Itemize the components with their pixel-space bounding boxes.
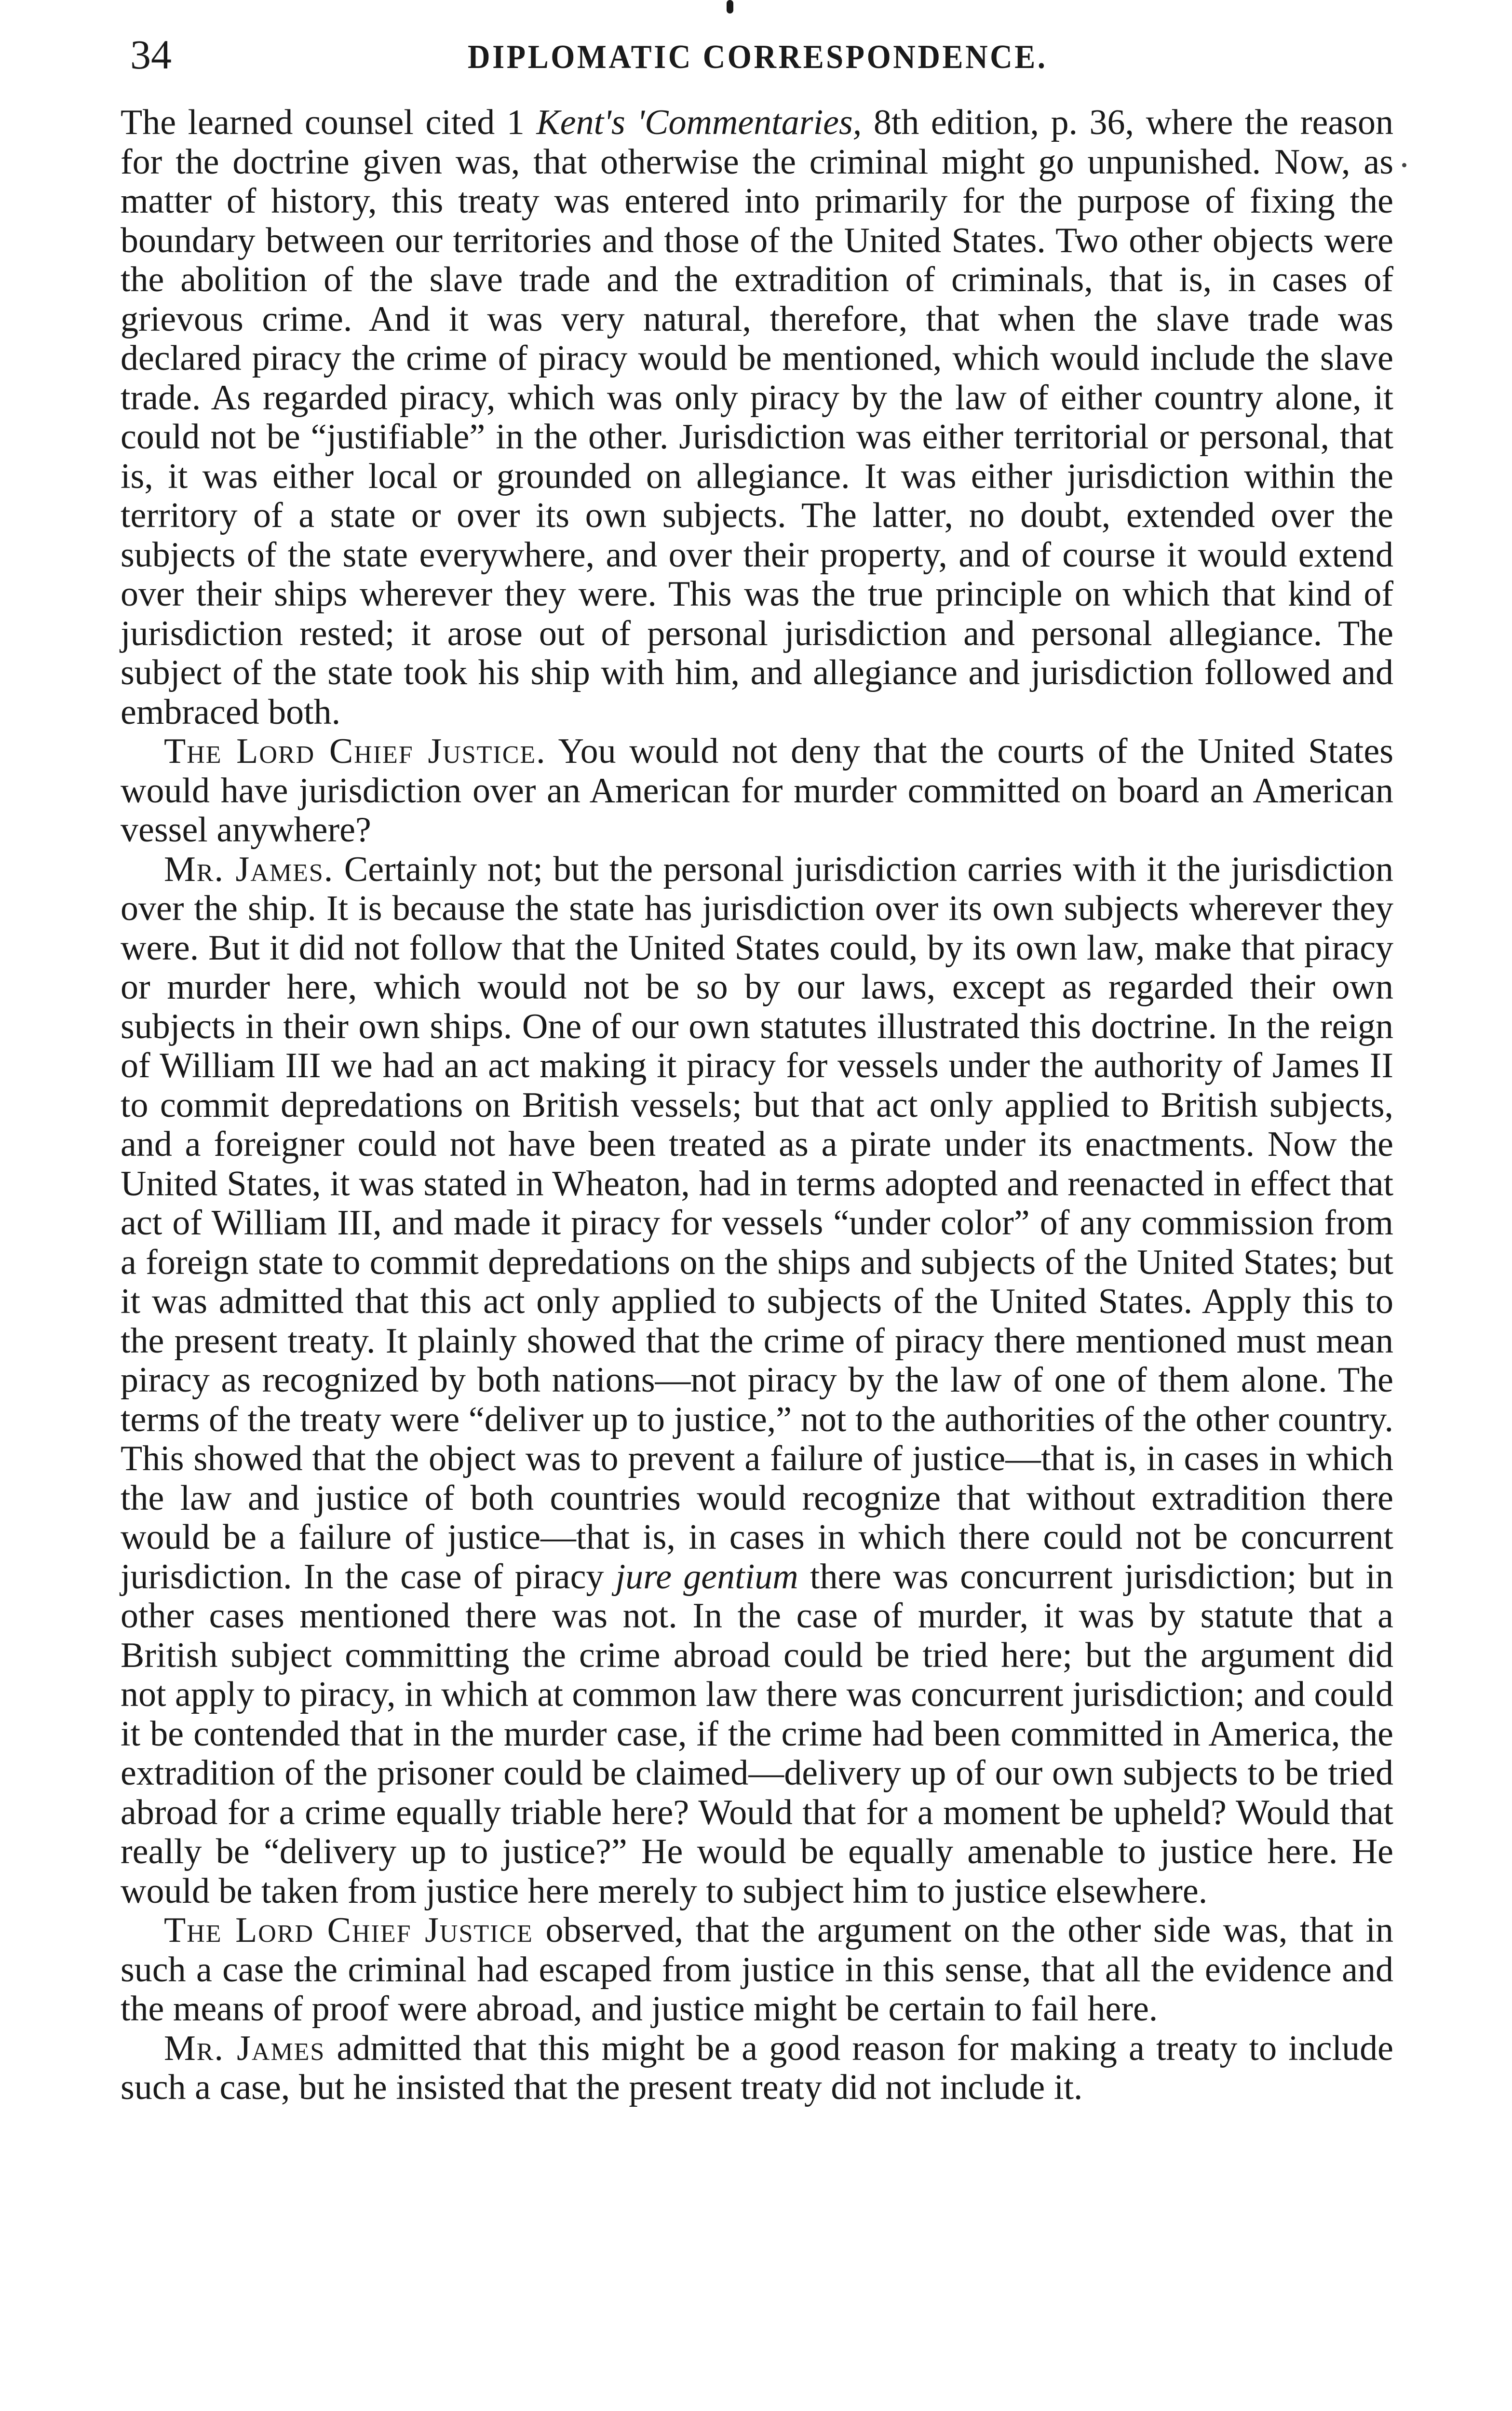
paragraph-counsel-argument <box>121 103 1393 732</box>
speaker-name: The Lord Chief Justice. <box>164 731 546 771</box>
paragraph-text: The learned counsel cited 1 <box>121 103 537 142</box>
paragraph-text: 8th edition, p. 36, where the reason for the doctrine given was, that otherwise the criminal might go unpunished. Now, as matter of history, this treaty was entered into primarily for the purpose of fixing the boundary between our territories and those of the United States. Two other objects were the abolition of the slave trade and the extradition of criminals, that is, in cases of grievous crime. And it was very natural, therefore, that when the slave trade was declared piracy the crime of piracy would be mentioned, which would include the slave trade. As regarded piracy, which was only piracy by the law of either country alone, it could not be “justifiable” in the other. Jurisdiction was either territorial or personal, that is, it was either local or grounded on allegiance. It was either jurisdiction within the territory of a state or over its own subjects. The latter, no doubt, extended over the subjects of the state everywhere, and over their property, and of course it would extend over their ships wherever they were. This was the true principle on which that kind of jurisdiction rested; it arose out of personal jurisdiction and personal allegiance. The subject of the state took his ship with him, and allegiance and jurisdiction followed and embraced both. <box>121 103 1393 732</box>
printer-ink-mark <box>727 0 733 14</box>
paragraph-text: admitted that this might be a good reason for making a treaty to include such a case, but he insisted that the present treaty did not include it. <box>121 2028 1393 2107</box>
paragraph-text: there was concurrent jurisdiction; but in other cases mentioned there was not. In the case of murder, it was by statute that a British subject committing the crime abroad could be tried here; but the argument did not apply to piracy, in which at common law there was concurrent jurisdiction; and could it be contended that in the murder case, if the crime had been committed in America, the extradition of the prisoner could be claimed—delivery up of our own subjects to be tried abroad for a crime equally triable here? Would that for a moment be upheld? Would that really be “delivery up to justice?” He would be equally amenable to justice here. He would be taken from justice here merely to subject him to justice elsewhere. <box>121 1557 1393 1911</box>
speaker-name: Mr. James <box>164 2028 325 2068</box>
body-text <box>121 103 1393 2108</box>
paragraph-lord-chief-justice-observation <box>121 1911 1393 2029</box>
paragraph-lord-chief-justice-question <box>121 732 1393 850</box>
speaker-name: Mr. James. <box>164 849 334 889</box>
paragraph-mr-james-conclusion <box>121 2029 1393 2108</box>
citation-title: Kent's 'Commentaries, <box>536 103 862 142</box>
paragraph-mr-james-reply <box>121 850 1393 1911</box>
speaker-name: The Lord Chief Justice <box>164 1910 533 1950</box>
paragraph-text: You would not deny that the courts of the United States would have jurisdiction over an American for murder committed on board an American vessel anywhere? <box>121 731 1393 850</box>
running-title: DIPLOMATIC CORRESPONDENCE. <box>468 39 1048 76</box>
stray-ink-speck <box>1402 163 1406 167</box>
paragraph-text: Certainly not; but the personal jurisdiction carries with it the jurisdiction over the ship. It is because the state has jurisdiction over its own subjects wherever they were. But it did not follow that the United States could, by its own law, make that piracy or murder here, which would not be so by our laws, except as regarded their own subjects in their own ships. One of our own statutes illustrated this doctrine. In the reign of William III we had an act making it piracy for vessels under the authority of James II to commit depredations on British vessels; but that act only applied to British subjects, and a foreigner could not have been treated as a pirate under its enactments. Now the United States, it was stated in Wheaton, had in terms adopted and reenacted in effect that act of William III, and made it piracy for vessels “under color” of any commission from a foreign state to commit depredations on the ships and subjects of the United States; but it was admitted that this act only applied to subjects of the United States. Apply this to the present treaty. It plainly showed that the crime of piracy there mentioned must mean piracy as recognized by both nations—not piracy by the law of one of them alone. The terms of the treaty were “deliver up to justice,” not to the authorities of the other country. This showed that the object was to prevent a failure of justice—that is, in cases in which the law and justice of both countries would recognize that without extradition there would be a failure of justice—that is, in cases in which there could not be concurrent jurisdiction. In the case of piracy <box>121 849 1393 1597</box>
page-number: 34 <box>130 31 172 78</box>
latin-phrase: jure gentium <box>615 1557 798 1597</box>
page-header <box>130 28 1384 81</box>
paragraph-text: observed, that the argument on the other side was, that in such a case the criminal had escaped from justice in this sense, that all the evidence and the means of proof were abroad, and justice might be certain to fail here. <box>121 1910 1394 2029</box>
